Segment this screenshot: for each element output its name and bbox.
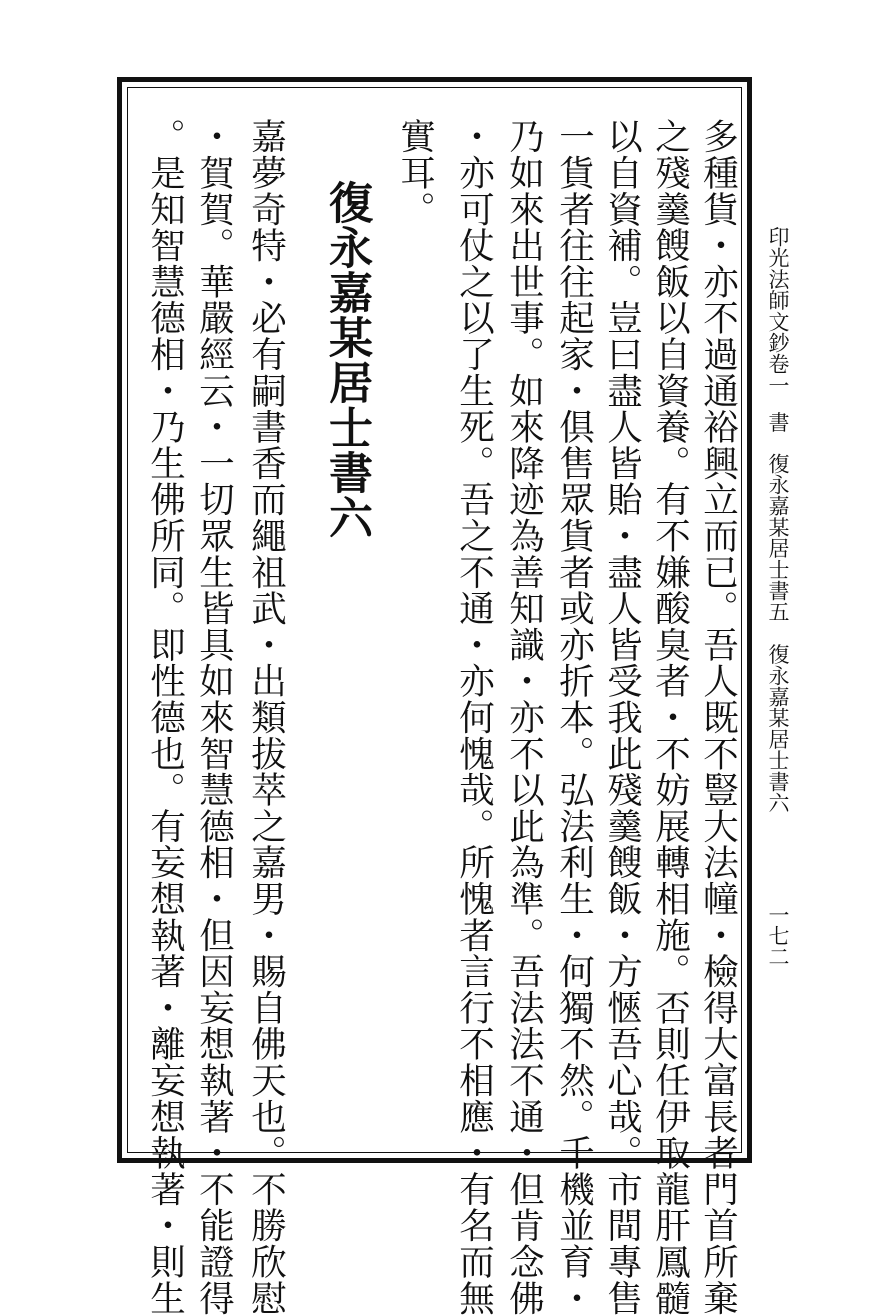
text-column: ・賀賀。華嚴經云・一切眾生皆具如來智慧德相・但因妄想執著・不能證得 (193, 118, 235, 1316)
letter-titles: 復永嘉某居士書五 復永嘉某居士書六 (766, 452, 790, 814)
text-column: 之殘羹餿飯以自資養。有不嫌酸臭者・不妨展轉相施。否則任伊取龍肝鳳髓 (649, 118, 691, 1316)
text-column: 。是知智慧德相・乃生佛所同。即性德也。有妄想執著・離妄想執著・則生 (144, 118, 186, 1316)
text-column: 嘉夢奇特・必有嗣書香而繩祖武・出類拔萃之嘉男・賜自佛天也。不勝欣慰 (245, 118, 287, 1316)
text-column: 一貨者往往起家・俱售眾貨者或亦折本。弘法利生・何獨不然。千機並育・ (553, 118, 595, 1316)
text-column: 多種貨・亦不過通裕興立而已。吾人既不豎大法幢・檢得大富長者門首所棄 (697, 118, 739, 1316)
text-column: 乃如來出世事。如來降迹為善知識・亦不以此為準。吾法法不通・但肯念佛 (503, 118, 545, 1316)
text-column: ・亦可仗之以了生死。吾之不通・亦何愧哉。所愧者言行不相應・有名而無 (453, 118, 495, 1316)
section-label: 書 (766, 411, 790, 433)
running-header (767, 226, 788, 813)
book-title: 印光法師文鈔卷一 (766, 226, 790, 396)
text-column: 以自資補。豈曰盡人皆貽・盡人皆受我此殘羹餿飯・方愜吾心哉。市間專售 (601, 118, 643, 1316)
text-column: 實耳。 (394, 118, 436, 227)
letter-title: 復永嘉某居士書六 (321, 180, 372, 540)
page-number: 一七二 (766, 904, 790, 967)
